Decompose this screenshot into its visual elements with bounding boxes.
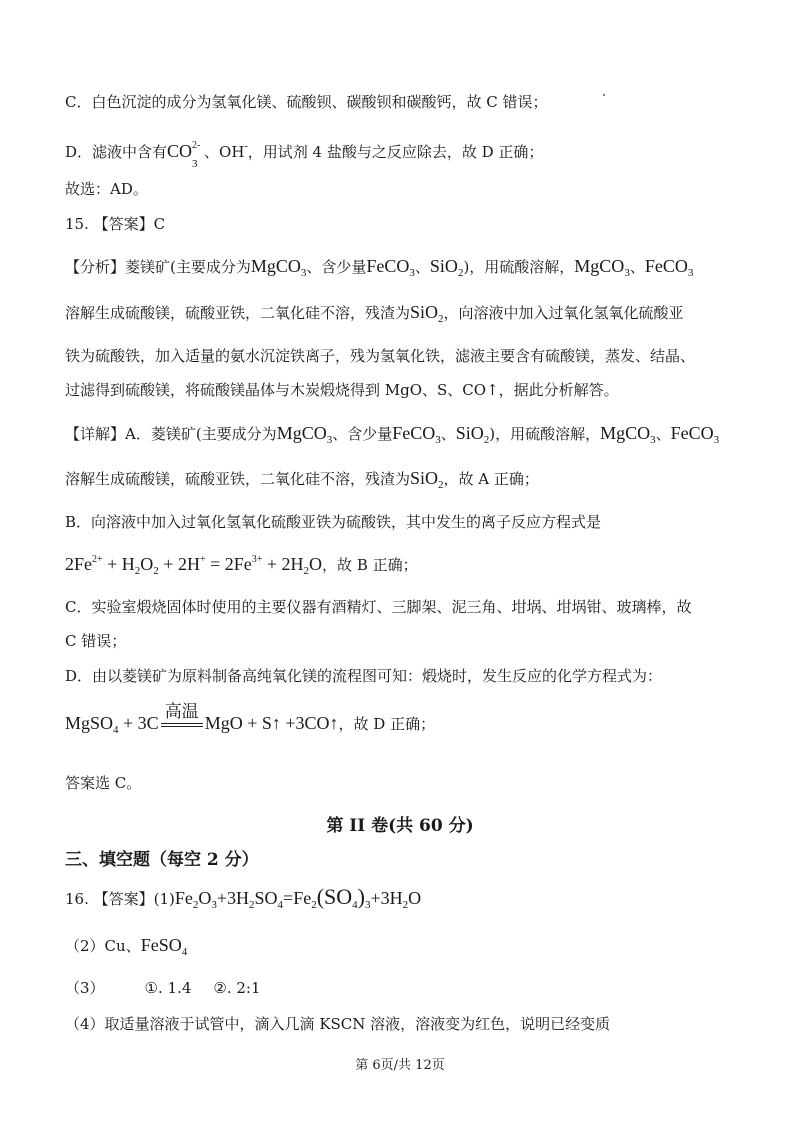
analysis-line-2: 溶解生成硫酸镁，硫酸亚铁，二氧化硅不溶，残渣为SiO$_2$，向溶液中加入过氧化氢氧化硫酸亚 xyxy=(65,302,684,325)
q15-answer: 15. 【答案】C xyxy=(65,215,166,233)
reaction-condition: 高温 xyxy=(161,717,203,739)
q16-answer-4: （4）取适量溶液于试管中，滴入几滴 KSCN 溶液，溶液变为红色，说明已经变质 xyxy=(65,1015,611,1033)
analysis-line-4: 过滤得到硫酸镁，将硫酸镁晶体与木炭煅烧得到 MgO、S、CO↑，据此分析解答。 xyxy=(65,381,619,399)
detail-line-1: 【详解】A．菱镁矿(主要成分为MgCO$_3$、含少量FeCO$_3$、SiO$_2$)，用硫酸溶解，MgCO$_3$、FeCO$_3$ xyxy=(65,423,720,446)
option-c-line-2: C 错误； xyxy=(65,632,127,650)
page-footer: 第 6页/共 12页 xyxy=(355,1058,445,1073)
option-c-prev: C．白色沉淀的成分为氢氧化镁、硫酸钡、碳酸钡和碳酸钙，故 C 错误； xyxy=(65,93,548,111)
q16-answer-2: （2）Cu、FeSO$_4$ xyxy=(65,935,188,958)
choose-answer: 故选：AD。 xyxy=(65,180,148,198)
option-d-line: D．由以菱镁矿为原料制备高纯氧化镁的流程图可知：煅烧时，发生反应的化学方程式为： xyxy=(65,667,663,685)
answer-line: 答案选 C。 xyxy=(65,774,142,792)
section-heading: 三、填空题（每空 2 分） xyxy=(65,850,259,870)
option-d-equation: MgSO$_4$ + 3C 高温 MgO + S↑ +3CO↑，故 D 正确； xyxy=(65,712,760,741)
q16-answer-1: 16. 【答案】$(1)Fe_2O_3+3H_2SO_4=Fe_2(SO_4)_3+3H_2O$ xyxy=(65,884,422,911)
section-title: 第 II 卷(共 60 分) xyxy=(326,816,474,836)
option-c-line-1: C．实验室煅烧固体时使用的主要仪器有酒精灯、三脚架、泥三角、坩埚、坩埚钳、玻璃棒，故 xyxy=(65,598,692,616)
option-b-line: B．向溶液中加入过氧化氢氧化硫酸亚铁为硫酸铁，其中发生的离子反应方程式是 xyxy=(65,513,602,531)
analysis-line-1: 【分析】菱镁矿(主要成分为MgCO$_3$、含少量FeCO$_3$、SiO$_2$)，用硫酸溶解，MgCO$_3$、FeCO$_3$ xyxy=(65,256,694,279)
q16-answer-3: （3） ①. 1.4 ②. 2:1 xyxy=(65,979,261,997)
option-d-prev: D．滤液中含有CO 2- 3 、OH-，用试剂 4 盐酸与之反应除去，故 D 正确； xyxy=(65,140,544,170)
analysis-line-3: 铁为硫酸铁，加入适量的氨水沉淀铁离子，残为氢氧化铁，滤液主要含有硫酸镁，蒸发、结晶、 xyxy=(65,347,696,365)
detail-line-2: 溶解生成硫酸镁，硫酸亚铁，二氧化硅不溶，残渣为SiO$_2$，故 A 正确； xyxy=(65,468,539,491)
option-b-equation: $2Fe^{2+} + H_2O_2 + 2H^+ = 2Fe^{3+} + 2H_2O$，故 B 正确； xyxy=(65,554,418,577)
